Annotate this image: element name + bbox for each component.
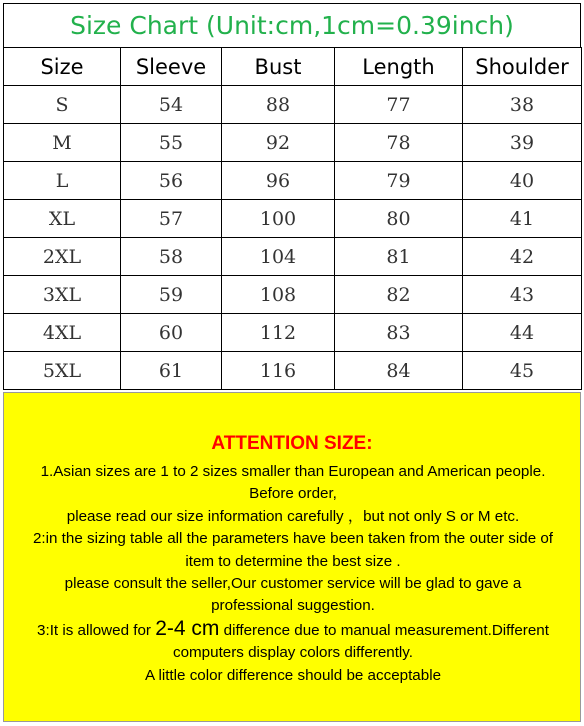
cell-bust: 88: [222, 86, 335, 124]
cell-length: 80: [335, 200, 463, 238]
size-chart: [3, 3, 581, 723]
cell-size: XL: [4, 200, 121, 238]
column-header-bust: Bust: [222, 48, 335, 86]
cell-length: 79: [335, 162, 463, 200]
cell-sleeve: 55: [121, 124, 222, 162]
notice-line: Before order,: [249, 485, 337, 503]
cell-bust: 104: [222, 238, 335, 276]
notice-line-tolerance: [8, 618, 578, 642]
table-row: [4, 276, 582, 314]
tolerance-suffix: difference due to manual measurement.Different: [219, 621, 549, 639]
attention-notice: [3, 392, 581, 722]
table-row: [4, 314, 582, 352]
cell-sleeve: 58: [121, 238, 222, 276]
cell-bust: 96: [222, 162, 335, 200]
cell-bust: 100: [222, 200, 335, 238]
table-row: [4, 352, 582, 390]
cell-shoulder: 38: [463, 86, 582, 124]
cell-size: 5XL: [4, 352, 121, 390]
notice-line: item to determine the best size .: [185, 552, 401, 570]
cell-shoulder: 41: [463, 200, 582, 238]
table-row: [4, 200, 582, 238]
cell-length: 78: [335, 124, 463, 162]
cell-bust: 108: [222, 276, 335, 314]
cell-sleeve: 56: [121, 162, 222, 200]
notice-line: please consult the seller,Our customer service will be glad to gave a: [64, 575, 522, 593]
cell-bust: 92: [222, 124, 335, 162]
cell-length: 81: [335, 238, 463, 276]
notice-line: 1.Asian sizes are 1 to 2 sizes smaller than European and American people.: [40, 463, 546, 480]
size-table: [3, 47, 582, 390]
cell-size: S: [4, 86, 121, 124]
column-header-shoulder: Shoulder: [463, 48, 582, 86]
cell-sleeve: 59: [121, 276, 222, 314]
cell-size: 3XL: [4, 276, 121, 314]
cell-length: 77: [335, 86, 463, 124]
cell-size: 4XL: [4, 314, 121, 352]
cell-size: 2XL: [4, 238, 121, 276]
cell-sleeve: 60: [121, 314, 222, 352]
cell-shoulder: 45: [463, 352, 582, 390]
notice-line: professional suggestion.: [211, 597, 375, 615]
column-header-length: Length: [335, 48, 463, 86]
table-row: [4, 86, 582, 124]
notice-line: 2:in the sizing table all the parameters have been taken from the outer side of: [32, 530, 554, 548]
cell-shoulder: 43: [463, 276, 582, 314]
cell-shoulder: 39: [463, 124, 582, 162]
cell-size: M: [4, 124, 121, 162]
cell-size: L: [4, 162, 121, 200]
tolerance-value: 2-4 cm: [155, 616, 220, 640]
attention-heading: ATTENTION SIZE:: [211, 433, 373, 454]
notice-line: please read our size information carefully ，but not only S or M etc.: [66, 507, 520, 525]
cell-sleeve: 54: [121, 86, 222, 124]
cell-length: 82: [335, 276, 463, 314]
table-row: [4, 238, 582, 276]
cell-sleeve: 61: [121, 352, 222, 390]
cell-bust: 116: [222, 352, 335, 390]
cell-bust: 112: [222, 314, 335, 352]
column-header-sleeve: Sleeve: [121, 48, 222, 86]
tolerance-prefix: 3:It is allowed for: [37, 621, 156, 639]
cell-length: 84: [335, 352, 463, 390]
notice-line: A little color difference should be acceptable: [144, 666, 442, 684]
cell-shoulder: 44: [463, 314, 582, 352]
attention-body: [8, 461, 578, 687]
cell-length: 83: [335, 314, 463, 352]
cell-sleeve: 57: [121, 200, 222, 238]
table-row: [4, 162, 582, 200]
column-header-size: Size: [4, 48, 121, 86]
title-bar: [3, 3, 581, 48]
header-row: [4, 48, 582, 86]
chart-title: Size Chart (Unit:cm,1cm=0.39inch): [70, 11, 514, 40]
cell-shoulder: 40: [463, 162, 582, 200]
table-row: [4, 124, 582, 162]
notice-line: computers display colors differently.: [172, 644, 413, 662]
cell-shoulder: 42: [463, 238, 582, 276]
